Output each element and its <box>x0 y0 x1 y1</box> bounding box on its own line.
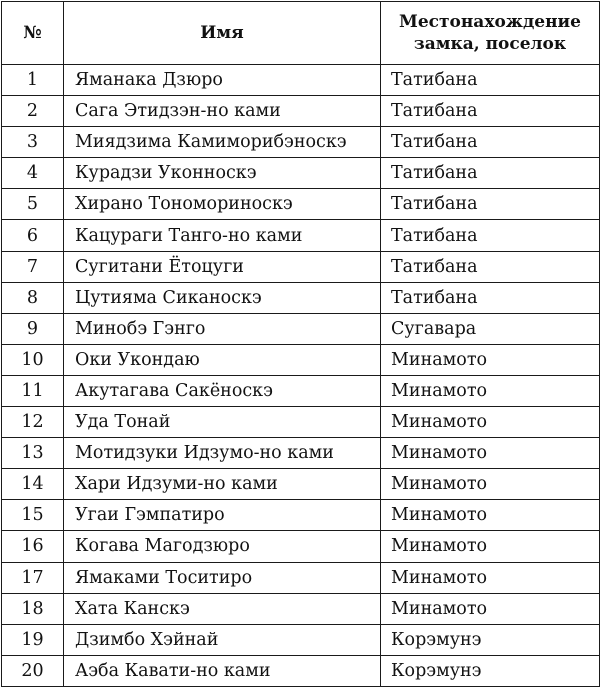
row-name-cell: Мотидзуки Идзумо-но ками <box>64 438 381 469</box>
row-number-cell: 11 <box>2 375 64 406</box>
row-number-cell: 5 <box>2 189 64 220</box>
row-number-cell: 2 <box>2 96 64 127</box>
row-name-cell: Хирано Тономориноскэ <box>64 189 381 220</box>
row-number-cell: 13 <box>2 438 64 469</box>
row-location-cell: Татибана <box>381 251 600 282</box>
table-row <box>2 655 600 686</box>
row-name-cell: Когава Магодзюро <box>64 531 381 562</box>
table-row <box>2 96 600 127</box>
table-row <box>2 282 600 313</box>
row-number-cell: 19 <box>2 624 64 655</box>
row-name-cell: Акутагава Сакёноскэ <box>64 375 381 406</box>
table-row <box>2 313 600 344</box>
table-row <box>2 251 600 282</box>
table-row <box>2 220 600 251</box>
row-number-cell: 15 <box>2 500 64 531</box>
row-name-cell: Миядзима Камиморибэноскэ <box>64 127 381 158</box>
table-row <box>2 500 600 531</box>
row-number-cell: 3 <box>2 127 64 158</box>
table-row <box>2 531 600 562</box>
table-row <box>2 624 600 655</box>
row-name-cell: Аэба Кавати-но ками <box>64 655 381 686</box>
row-name-cell: Угаи Гэмпатиро <box>64 500 381 531</box>
table-row <box>2 407 600 438</box>
table-row <box>2 65 600 96</box>
row-location-cell: Сугавара <box>381 313 600 344</box>
row-location-cell: Минамото <box>381 469 600 500</box>
row-number-cell: 14 <box>2 469 64 500</box>
row-name-cell: Оки Укондаю <box>64 344 381 375</box>
row-number-cell: 16 <box>2 531 64 562</box>
row-location-cell: Минамото <box>381 407 600 438</box>
table-row <box>2 189 600 220</box>
table-header <box>2 2 600 65</box>
row-number-cell: 6 <box>2 220 64 251</box>
row-location-cell: Минамото <box>381 531 600 562</box>
row-name-cell: Минобэ Гэнго <box>64 313 381 344</box>
row-name-cell: Уда Тонай <box>64 407 381 438</box>
table-row <box>2 127 600 158</box>
table-row <box>2 469 600 500</box>
row-name-cell: Курадзи Уконноскэ <box>64 158 381 189</box>
row-number-cell: 18 <box>2 593 64 624</box>
row-location-cell: Татибана <box>381 65 600 96</box>
row-number-cell: 4 <box>2 158 64 189</box>
table-row <box>2 375 600 406</box>
header-location <box>381 2 600 65</box>
row-name-cell: Яманака Дзюро <box>64 65 381 96</box>
header-number: № <box>2 2 64 65</box>
row-location-cell: Минамото <box>381 438 600 469</box>
row-location-cell: Минамото <box>381 593 600 624</box>
header-name: Имя <box>64 2 381 65</box>
row-name-cell: Дзимбо Хэйнай <box>64 624 381 655</box>
row-location-cell: Минамото <box>381 562 600 593</box>
table-row <box>2 593 600 624</box>
table-body <box>2 65 600 687</box>
row-location-cell: Татибана <box>381 282 600 313</box>
row-number-cell: 7 <box>2 251 64 282</box>
row-location-cell: Минамото <box>381 500 600 531</box>
row-number-cell: 12 <box>2 407 64 438</box>
header-location-line2: замка, поселок <box>413 34 567 54</box>
row-name-cell: Хари Идзуми-но ками <box>64 469 381 500</box>
row-number-cell: 8 <box>2 282 64 313</box>
row-location-cell: Минамото <box>381 344 600 375</box>
row-number-cell: 9 <box>2 313 64 344</box>
row-location-cell: Татибана <box>381 127 600 158</box>
table-row <box>2 562 600 593</box>
row-number-cell: 1 <box>2 65 64 96</box>
row-name-cell: Цутияма Сиканоскэ <box>64 282 381 313</box>
row-location-cell: Корэмунэ <box>381 624 600 655</box>
row-location-cell: Татибана <box>381 220 600 251</box>
header-row <box>2 2 600 65</box>
row-number-cell: 17 <box>2 562 64 593</box>
table-row <box>2 158 600 189</box>
row-number-cell: 20 <box>2 655 64 686</box>
row-location-cell: Татибана <box>381 158 600 189</box>
table-row <box>2 344 600 375</box>
row-number-cell: 10 <box>2 344 64 375</box>
table-row <box>2 438 600 469</box>
row-location-cell: Татибана <box>381 96 600 127</box>
row-name-cell: Кацураги Танго-но ками <box>64 220 381 251</box>
row-location-cell: Корэмунэ <box>381 655 600 686</box>
row-name-cell: Сага Этидзэн-но ками <box>64 96 381 127</box>
row-location-cell: Минамото <box>381 375 600 406</box>
row-name-cell: Сугитани Ётоцуги <box>64 251 381 282</box>
row-name-cell: Ямаками Тоситиро <box>64 562 381 593</box>
row-name-cell: Хата Канскэ <box>64 593 381 624</box>
row-location-cell: Татибана <box>381 189 600 220</box>
header-location-line1: Местонахождение <box>399 12 581 32</box>
castle-table <box>1 1 600 687</box>
